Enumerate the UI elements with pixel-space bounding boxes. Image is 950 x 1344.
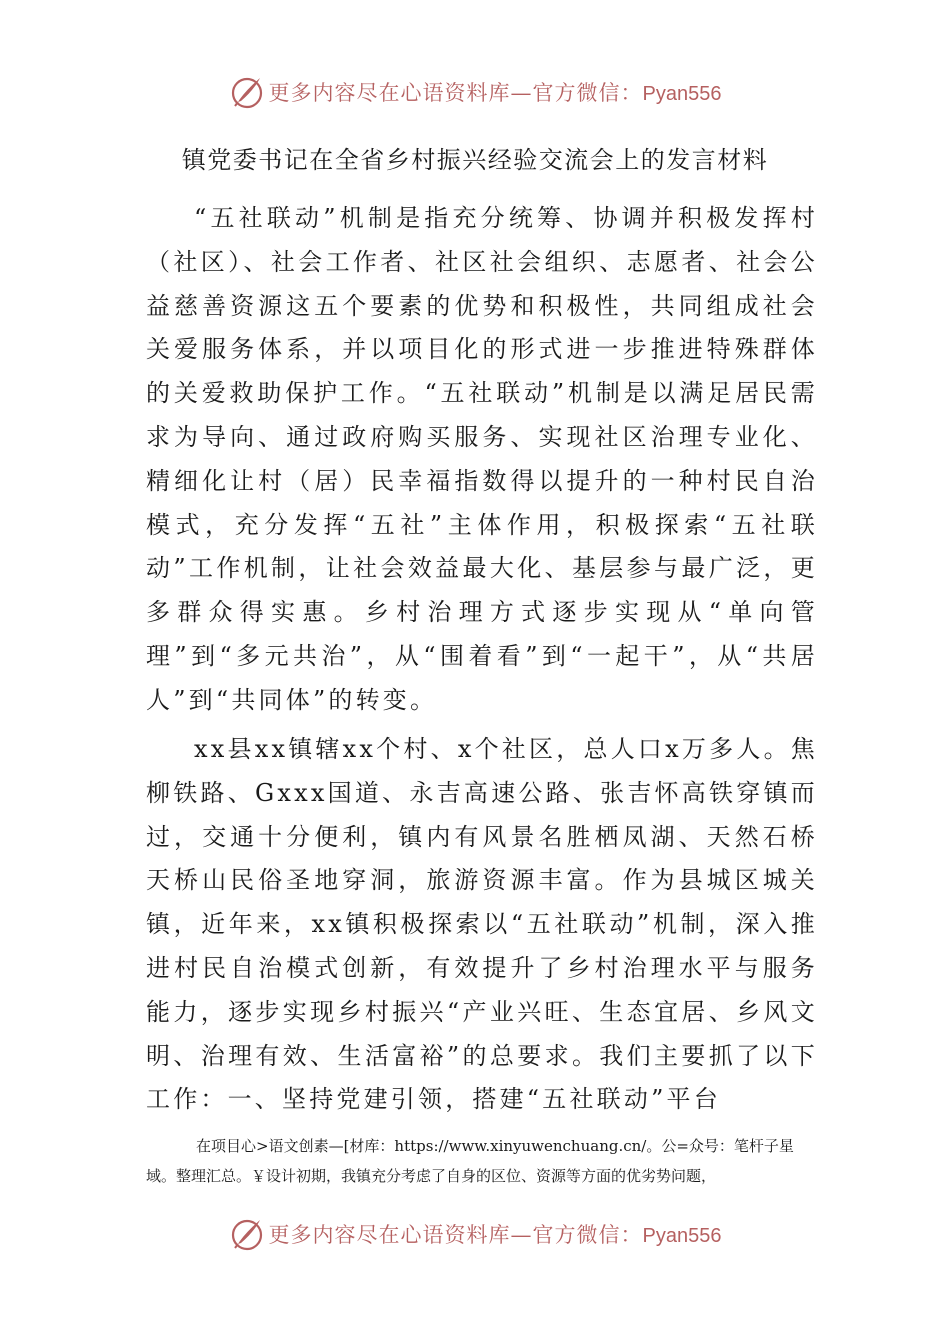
paragraph-1: “五社联动”机制是指充分统筹、协调并积极发挥村（社区）、社会工作者、社区社会组织、志愿者、社会公益慈善资源这五个要素的优势和积极性，共同组成社会关爱服务体系，并以项目化的形式进一步推进特殊群体的关爱救助保护工作。“五社联动”机制是以满足居民需求为导向、通过政府购买服务、实现社区治理专业化、精细化让村（居）民幸福指数得以提升的一种村民自治模式，充分发挥“五社”主体作用，积极探索“五社联动”工作机制，让社会效益最大化、基层参与最广泛，更多群众得实惠。乡村治理方式逐步实现从“单向管理”到“多元共治”，从“围着看”到“一起干”，从“共居人”到“共同体”的转变。 — [146, 204, 818, 714]
watermark-text: 更多内容尽在心语资料库—官方微信：Pyan556 — [268, 81, 722, 105]
footnote-text: 在项目心>语文创素—[材库：https://www.xinyuwenchuang.cn/。公=众号：笔杆子星域。整理汇总。￥设计初期，我镇充分考虑了自身的区位、资源等方面的优劣势问题， — [146, 1137, 794, 1185]
quill-logo-icon — [229, 1216, 265, 1252]
paragraph-2: xx县xx镇辖xx个村、x个社区，总人口x万多人。焦柳铁路、Gxxx国道、永吉高速公路、张吉怀高铁穿镇而过，交通十分便利，镇内有风景名胜栖凤湖、天然石桥天桥山民俗圣地穿洞，旅游资源丰富。作为县城区城关镇，近年来，xx镇积极探索以“五社联动”机制，深入推进村民自治模式创新，有效提升了乡村治理水平与服务能力，逐步实现乡村振兴“产业兴旺、生态宜居、乡风文明、治理有效、生活富裕”的总要求。我们主要抓了以下工作：一、坚持党建引领，搭建“五社联动”平台 — [146, 735, 818, 1114]
quill-logo-icon — [229, 74, 265, 110]
document-title: 镇党委书记在全省乡村振兴经验交流会上的发言材料 — [181, 146, 769, 174]
watermark-text: 更多内容尽在心语资料库—官方微信：Pyan556 — [268, 1223, 722, 1247]
watermark-header — [0, 72, 950, 112]
watermark-footer — [0, 1214, 950, 1254]
